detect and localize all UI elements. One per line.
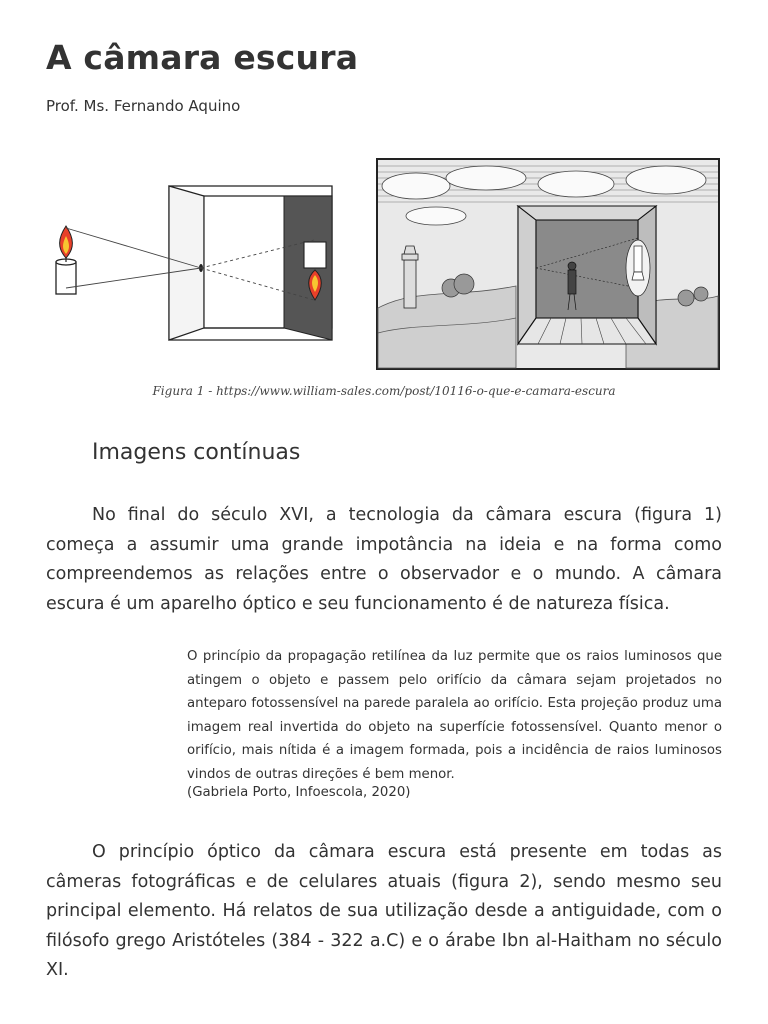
camera-obscura-room-engraving — [376, 158, 720, 370]
author-line: Prof. Ms. Fernando Aquino — [46, 97, 241, 115]
section-heading: Imagens contínuas — [92, 440, 301, 465]
tower-icon — [402, 246, 418, 308]
figure-caption: Figura 1 - https://www.william-sales.com/post/10116-o-que-e-camara-escura — [152, 384, 616, 398]
quote-citation: (Gabriela Porto, Infoescola, 2020) — [187, 785, 411, 800]
candle-icon — [56, 226, 76, 294]
camera-obscura-box-diagram — [46, 178, 346, 356]
inverted-tower-icon — [626, 240, 650, 296]
block-quote: O princípio da propagação retilínea da luz permite que os raios luminosos que atingem o objeto e passem pelo orifício da câmara sejam projetados no anteparo fotossensível na parede paralela ao orifício. Esta projeção produz uma imagem real invertida do objeto na superfície fotossensível. Quanto menor o orifício, mais nítida é a imagem formada, pois a incidência de raios luminosos vindos de outras direções é bem menor. — [187, 649, 722, 782]
paragraph-2: O princípio óptico da câmara escura está presente em todas as câmeras fotográficas e de celulares atuais (figura 2), sendo mesmo seu principal elemento. Há relatos de sua utilização desde a antiguidade, com o filósofo grego Aristóteles (384 - 322 a.C) e o árabe Ibn al-Haitham no século XI. — [46, 842, 722, 980]
paragraph-1: No final do século XVI, a tecnologia da câmara escura (figura 1) começa a assumir uma grande impotância na ideia e na forma como compreendemos as relações entre o observador e o mundo. A câmara escura é um aparelho óptico e seu funcionamento é de natureza física. — [46, 505, 722, 614]
page-title: A câmara escura — [46, 38, 359, 77]
